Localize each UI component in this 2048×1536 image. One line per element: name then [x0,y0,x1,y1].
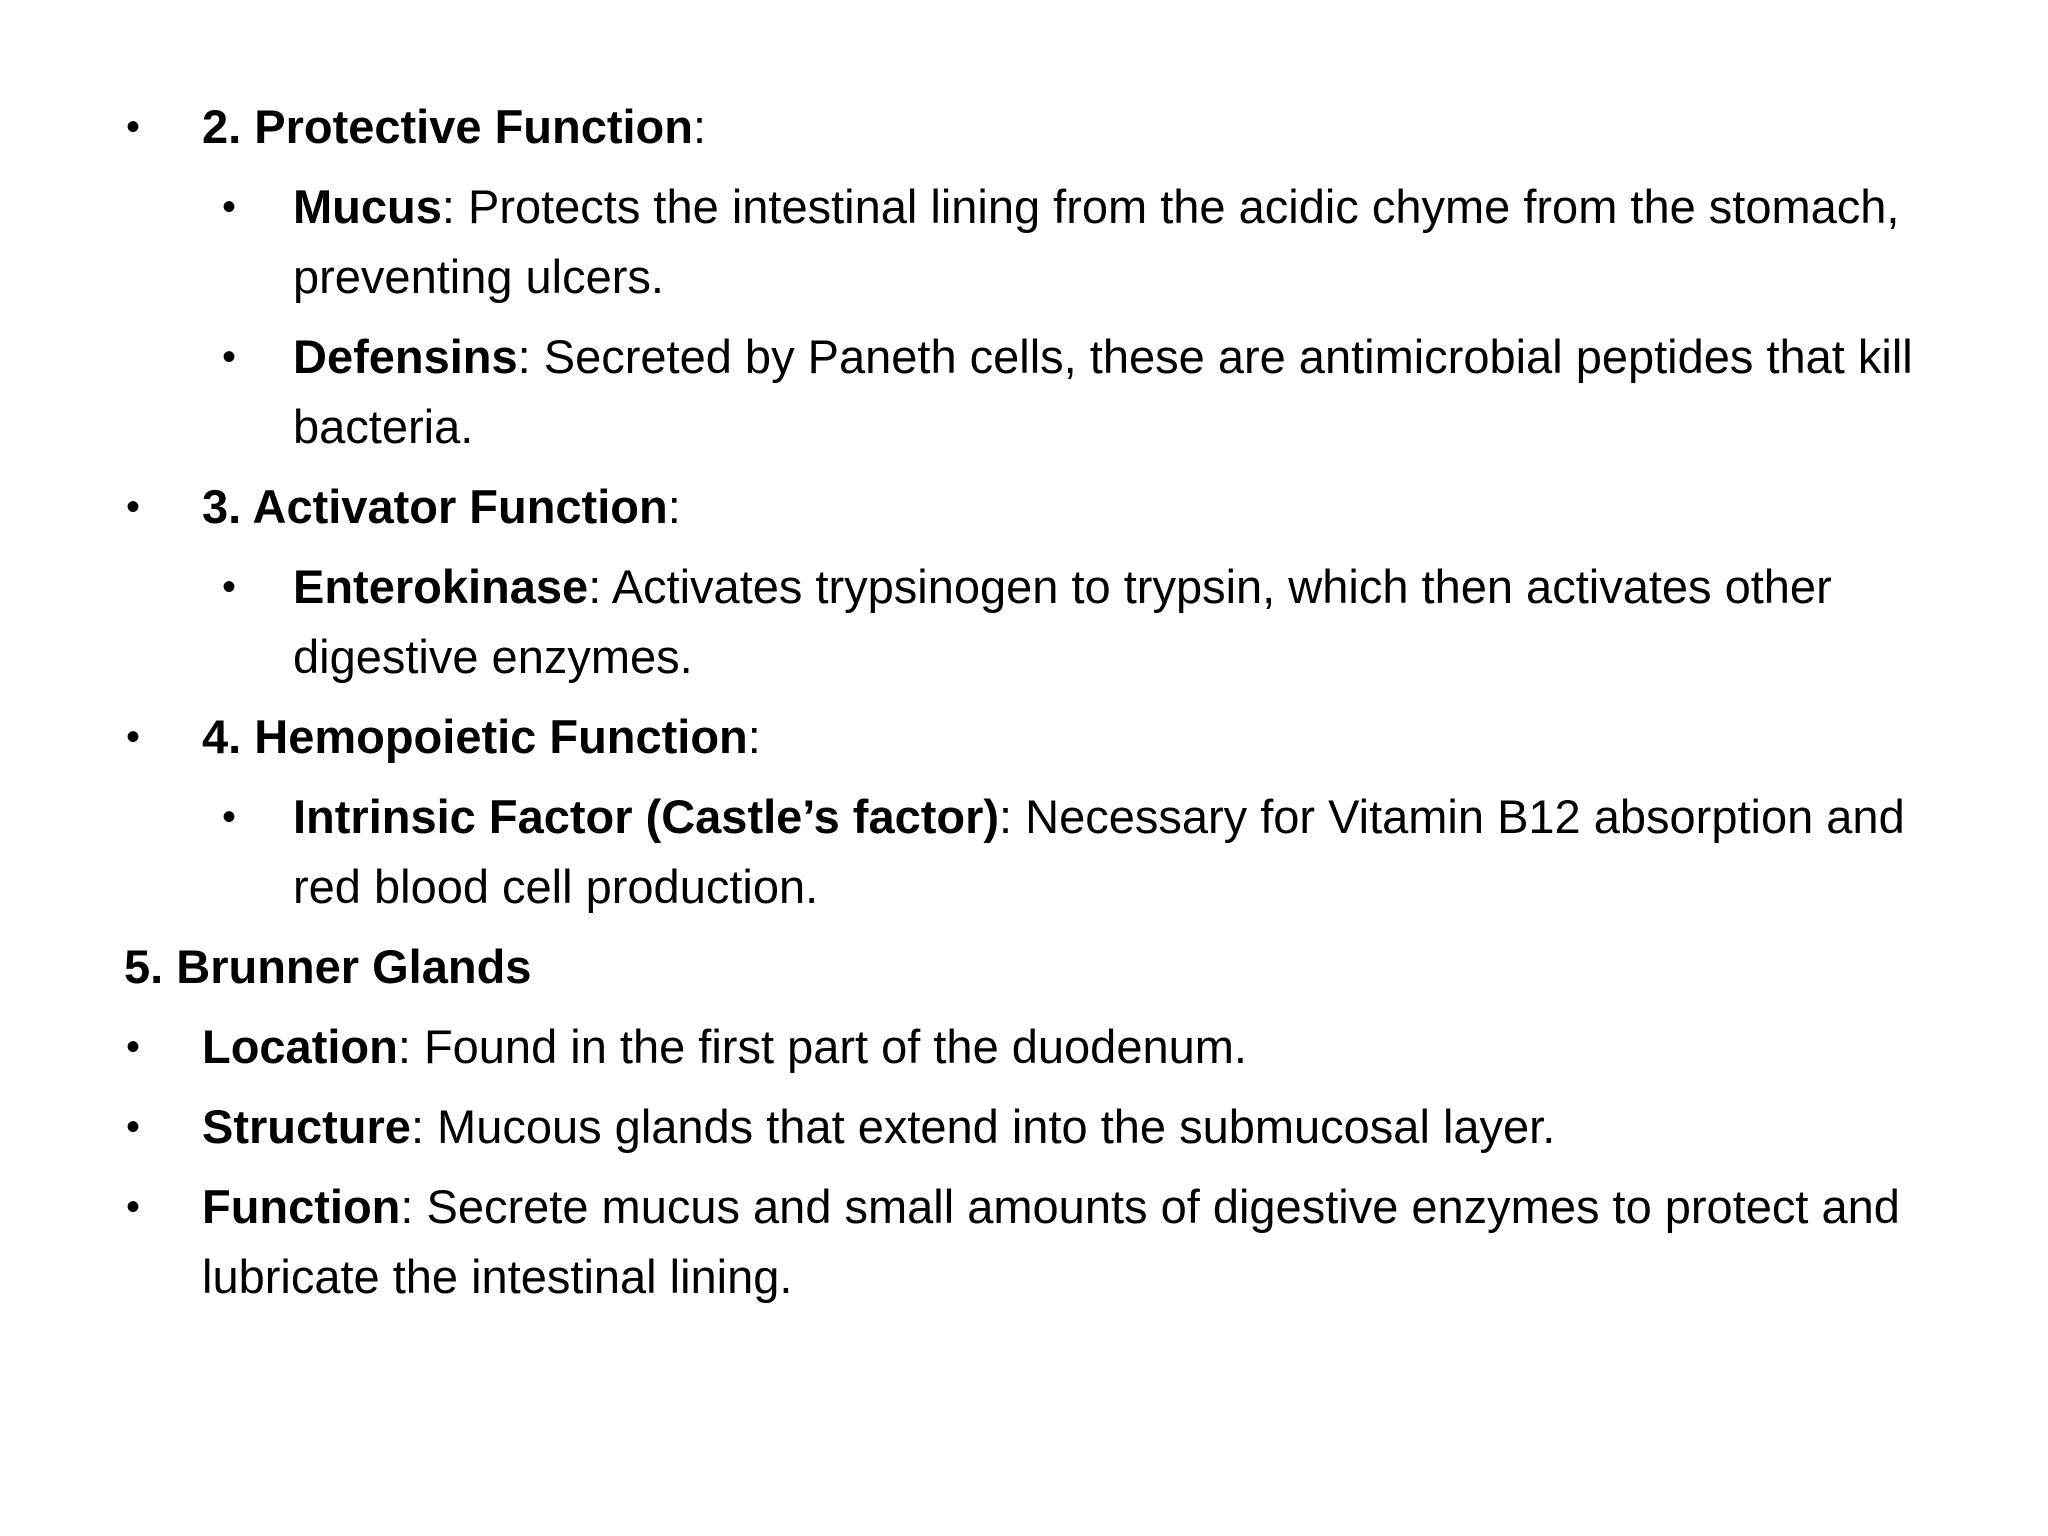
bullet-icon: • [222,185,237,229]
bullet-icon: • [126,1185,141,1229]
term-text: Intrinsic Factor (Castle’s factor) [293,790,1000,843]
heading-text: 3. Activator Function [202,480,668,533]
bullet-icon: • [222,795,237,839]
item-text: : [692,100,707,153]
item-text: : [667,480,681,533]
bullet-mucus [124,172,1944,312]
bullet-hemopoietic-function [124,702,1944,772]
term-text: Enterokinase [293,560,589,613]
term-text: Mucus [293,180,442,233]
item-text: : Secrete mucus and small amounts of digestive enzymes to protect and lubricate the intestinal lining. [202,1180,1900,1303]
bullet-icon: • [222,565,237,609]
bullet-icon: • [126,1105,141,1149]
slide-body [124,92,1944,1322]
bullet-icon: • [126,715,141,759]
term-text: Location [202,1020,398,1073]
term-text: Structure [202,1100,411,1153]
bullet-protective-function [124,92,1944,162]
item-text: : Found in the first part of the duodenum. [397,1020,1247,1073]
heading-text: 4. Hemopoietic Function [202,710,748,763]
bullet-intrinsic-factor [124,782,1944,922]
bullet-icon: • [126,485,141,529]
bullet-defensins [124,322,1944,462]
item-text: : [747,710,761,763]
bullet-structure [124,1092,1944,1162]
bullet-icon: • [222,335,237,379]
section-heading-brunner-glands [124,932,1944,1002]
term-text: Function [202,1180,401,1233]
item-text: : Protects the intestinal lining from the acidic chyme from the stomach, preventing ulcers. [293,180,1900,303]
item-text: : Mucous glands that extend into the submucosal layer. [410,1100,1556,1153]
heading-text: 5. Brunner Glands [124,940,532,993]
bullet-icon: • [126,1025,141,1069]
item-text: : Necessary for Vitamin B12 absorption and red blood cell production. [293,790,1905,913]
bullet-activator-function [124,472,1944,542]
item-text: : Secreted by Paneth cells, these are antimicrobial peptides that kill bacteria. [293,330,1913,453]
bullet-location [124,1012,1944,1082]
item-text: : Activates trypsinogen to trypsin, which then activates other digestive enzymes. [293,560,1832,683]
bullet-function [124,1172,1944,1312]
bullet-enterokinase [124,552,1944,692]
term-text: Defensins [293,330,518,383]
heading-text: 2. Protective Function [202,100,693,153]
bullet-icon: • [126,105,141,149]
